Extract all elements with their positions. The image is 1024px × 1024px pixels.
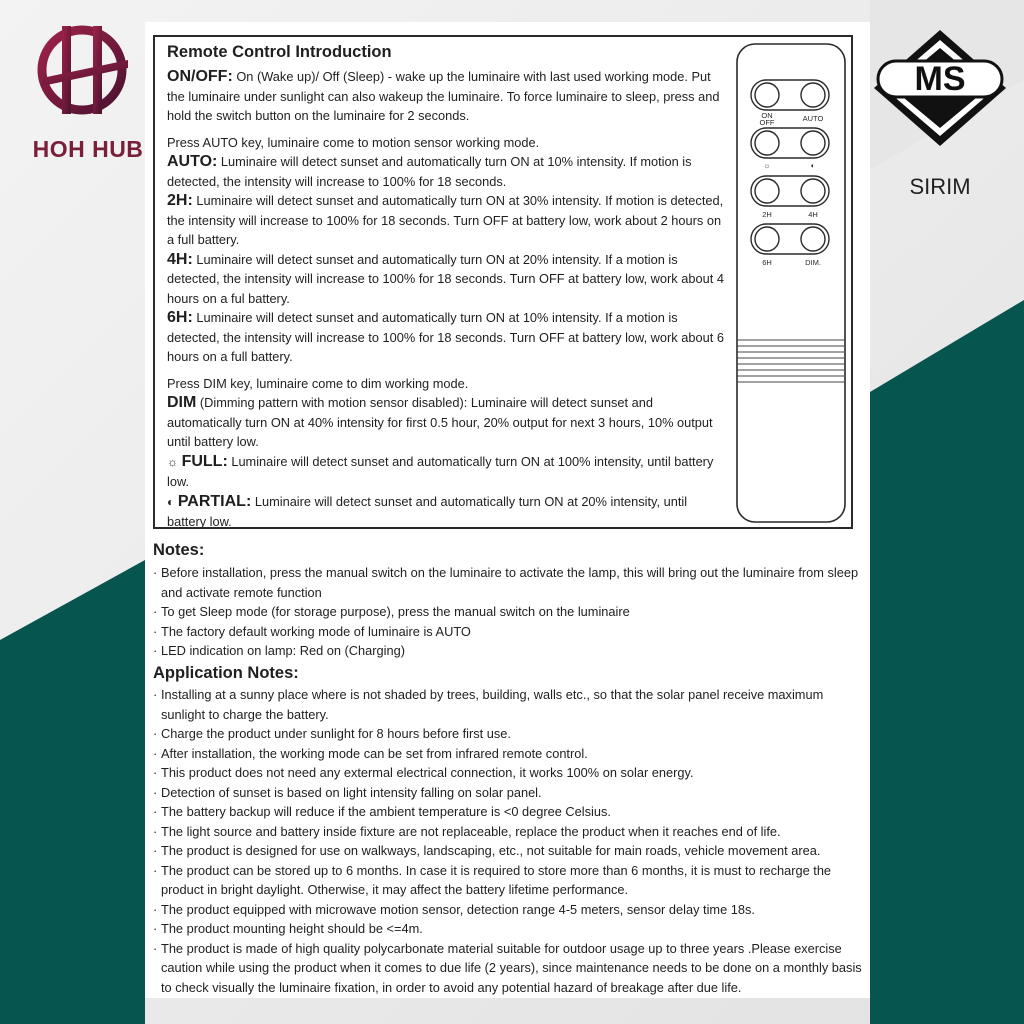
hoh-hub-logo [14,16,144,162]
remote-4h-label: 4H [808,210,818,219]
6h-key: 6H: [167,309,193,326]
application-notes-list [153,685,865,997]
partial-text: Luminaire will detect sunset and automatically turn ON at 20% intensity, until battery low. [167,493,688,529]
4h-text: Luminaire will detect sunset and automatically turn ON at 20% intensity. If a motion is detected, the intensity will increase to 100% for 18 seconds. Turn OFF at battery low, work about 4 hours on a ful battery. [167,251,724,306]
remote-intro-text [167,67,727,532]
list-item: · Before installation, press the manual switch on the luminaire to activate the lamp, this will bring out the luminaire from sleep and activate remote function [153,563,865,602]
6h-paragraph [167,308,727,367]
partial-paragraph [167,492,727,532]
list-item: · The product is designed for use on walkways, landscaping, etc., not suitable for main roads, vehicle movement area. [153,841,865,861]
auto-text: Luminaire will detect sunset and automatically turn ON at 10% intensity. If motion is detected, the intensity will increase to 100% for 18 seconds. [167,154,692,189]
dim-press-line: Press DIM key, luminaire come to dim working mode. [167,375,469,391]
2h-paragraph [167,191,727,250]
sun-icon: ☼ [167,454,178,469]
hoh-hub-logo-mark [32,20,132,120]
remote-off-label: OFF [759,118,775,127]
list-item: · The product equipped with microwave motion sensor, detection range 4-5 meters, sensor delay time 18s. [153,900,865,920]
list-item: · The factory default working mode of luminaire is AUTO [153,622,865,642]
dim-text: (Dimming pattern with motion sensor disabled): Luminaire will detect sunset and automatically turn ON at 40% intensity for first 0.5 hour, 20% output for next 3 hours, 10% output until battery low. [167,395,713,449]
application-notes-title: Application Notes: [153,664,299,682]
list-item: · The product can be stored up to 6 months. In case it is required to store more than 6 months, it is must to recharge the product in bright daylight. Otherwise, it may affect the battery lifetime performance. [153,861,865,900]
list-item: · LED indication on lamp: Red on (Charging) [153,641,865,661]
hoh-hub-logo-text: HOH HUB [32,136,144,162]
sirim-logo-text: SIRIM [909,174,971,199]
auto-press-line: Press AUTO key, luminaire come to motion sensor working mode. [167,134,540,150]
dim-paragraph [167,393,727,452]
notes-title: Notes: [153,541,205,559]
2h-key: 2H: [167,192,193,209]
remote-control-drawing [735,42,849,526]
full-text: Luminaire will detect sunset and automatically turn ON at 100% intensity, until battery low. [167,453,714,489]
full-key: FULL: [181,452,228,470]
list-item: · This product does not need any extermal electrical connection, it works 100% on solar energy. [153,763,865,783]
list-item: · Detection of sunset is based on light intensity falling on solar panel. [153,783,865,803]
list-item: · After installation, the working mode can be set from infrared remote control. [153,744,865,764]
onoff-key: ON/OFF: [167,68,233,85]
list-item: · The light source and battery inside fixture are not replaceable, replace the product when it reaches end of life. [153,822,865,842]
sirim-ms-logo [872,28,1008,199]
onoff-paragraph [167,67,727,126]
list-item: · The battery backup will reduce if the ambient temperature is <0 degree Celsius. [153,802,865,822]
list-item: · The product mounting height should be <=4m. [153,919,865,939]
sirim-ms-logo-mark [872,28,1008,148]
notes-list [153,563,865,661]
remote-dim-label: DIM. [805,258,821,267]
list-item: · To get Sleep mode (for storage purpose), press the manual switch on the luminaire [153,602,865,622]
remote-2h-label: 2H [762,210,772,219]
4h-paragraph [167,250,727,309]
auto-key: AUTO: [167,153,218,170]
4h-key: 4H: [167,250,193,268]
ms-mark-text: MS [914,60,966,98]
partial-key: PARTIAL: [177,492,252,510]
list-item: · Installing at a sunny place where is not shaded by trees, building, walls etc., so that the solar panel receive maximum sunlight to charge the battery. [153,685,865,724]
list-item: · Charge the product under sunlight for 8 hours before first use. [153,724,865,744]
remote-sun-icon: ☼ [763,161,771,170]
auto-paragraph [167,152,727,191]
half-moon-icon: ◐ [167,494,175,509]
list-item: · The product is made of high quality polycarbonate material suitable for outdoor usage up to three years .Please exercise caution while using the product when it comes to due life (2 years), since maintenance needs to be done on a monthly basis to check visually the luminaire fixation, in order to avoid any potential hazard of breakage after due life. [153,939,865,998]
instruction-sheet [145,22,870,998]
remote-auto-label: AUTO [802,114,824,123]
full-paragraph [167,452,727,492]
remote-6h-label: 6H [762,258,772,267]
6h-text: Luminaire will detect sunset and automatically turn ON at 10% intensity. If a motion is detected, the intensity will increase to 100% for 18 seconds. Turn OFF at battery low, work about 6 hours on a full battery. [167,310,724,364]
dim-key: DIM [167,394,197,411]
remote-intro-title: Remote Control Introduction [167,43,392,61]
onoff-text: On (Wake up)/ Off (Sleep) - wake up the luminaire with last used working mode. Put the luminaire under sunlight can also wakeup the luminaire. To force luminaire to sleep, press and hold the switch button on the luminaire for 2 seconds. [167,69,720,123]
remote-half-moon-icon: ◐ [810,161,816,170]
remote-on-label: ON [761,111,773,120]
2h-text: Luminaire will detect sunset and automatically turn ON at 30% intensity. If motion is detected, the intensity will increase to 100% for 18 seconds. Turn OFF at battery low, work about 2 hours on a full battery. [167,193,724,247]
